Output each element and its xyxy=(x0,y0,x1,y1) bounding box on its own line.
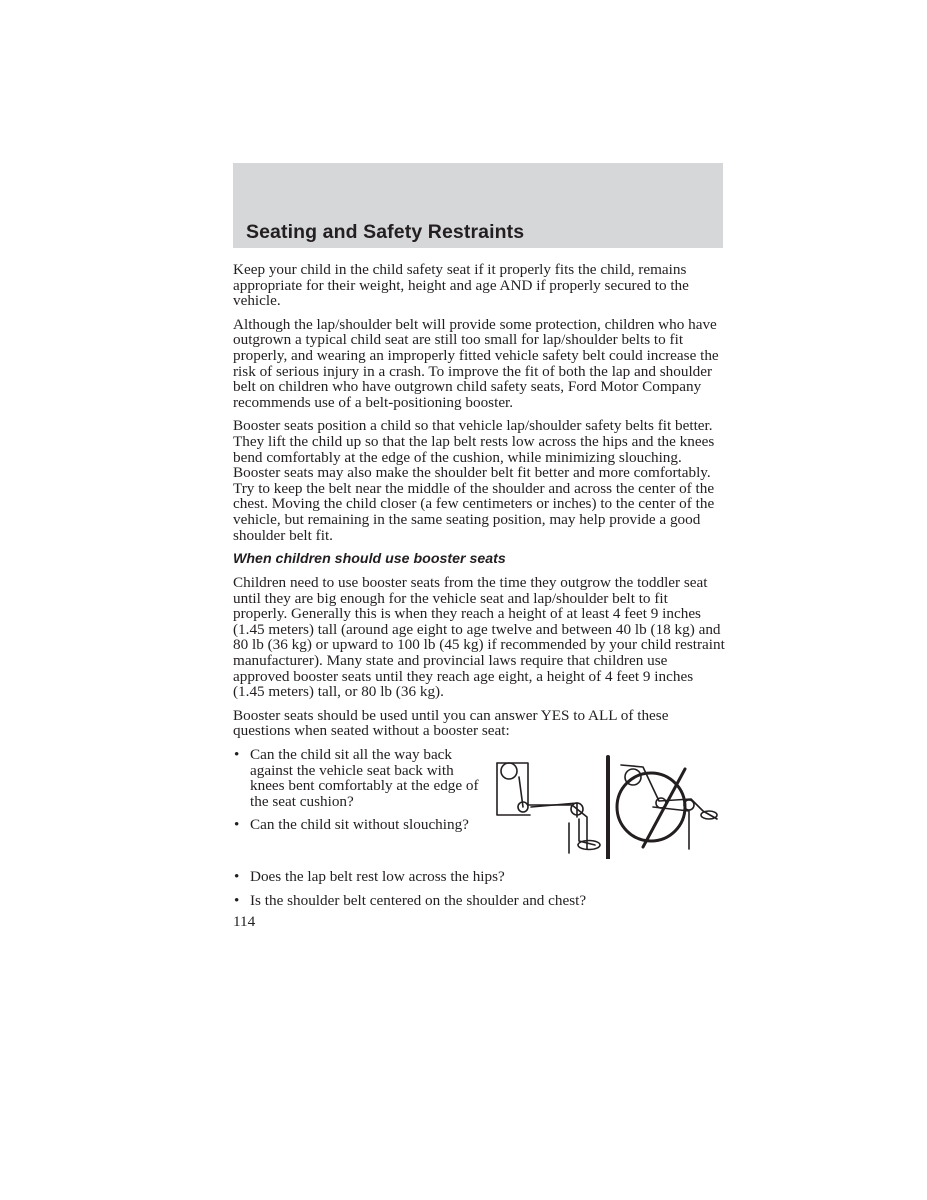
paragraph-booster-position: Booster seats position a child so that vehicle lap/shoulder safety belts fit better. They lift the child up so that the lap belt rests low across the hips and the knees bend comfortably at the edge of the cushion, while minimizing slouching. Booster seats may also make the shoulder belt fit better and more comfortably. Try to keep the belt near the middle of the shoulder and across the center of the chest. Moving the child closer (a few centimeters or inches) to the center of the vehicle, but remaining in the same seating position, may help provide a good shoulder belt fit. xyxy=(233,417,715,544)
question-text: Does the lap belt rest low across the hips? xyxy=(250,868,505,886)
question-text: Can the child sit all the way back against the vehicle seat back with knees bent comfortably at the edge of the seat cushion? xyxy=(250,746,479,810)
incorrect-seating-figure-icon xyxy=(617,765,717,849)
seating-posture-illustration xyxy=(493,749,725,859)
bullet-icon: • xyxy=(234,891,240,909)
list-item xyxy=(233,747,483,809)
bullet-icon: • xyxy=(234,868,240,886)
paragraph-child-seat-fit: Keep your child in the child safety seat if it properly fits the child, remains appropriate for their weight, height and age AND if properly secured to the vehicle. xyxy=(233,261,689,310)
question-list xyxy=(233,747,483,841)
booster-section-heading: When children should use booster seats xyxy=(233,551,506,568)
section-header-band xyxy=(233,163,723,248)
paragraph-booster-requirements: Children need to use booster seats from the time they outgrow the toddler seat until they are big enough for the vehicle seat and lap/shoulder belt to fit properly. Generally this is when they reach a height of at least 4 feet 9 inches (1.45 meters) tall (around age eight to age twelve and between 40 lb (18 kg) and 80 lb (36 kg) or upward to 100 lb (45 kg) if recommended by your child restraint manufacturer). Many state and provincial laws require that children use approved booster seats until they reach age eight, a height of 4 feet 9 inches (1.45 meters) tall, or 80 lb (36 kg). xyxy=(233,574,725,701)
question-and-illustration-row xyxy=(233,747,725,859)
correct-seating-figure-icon xyxy=(497,763,600,853)
page-number: 114 xyxy=(233,913,256,931)
additional-question-list xyxy=(233,869,725,908)
bullet-icon: • xyxy=(234,816,240,834)
page-title: Seating and Safety Restraints xyxy=(246,221,525,243)
list-item xyxy=(233,817,483,833)
question-text: Is the shoulder belt centered on the shoulder and chest? xyxy=(250,891,587,909)
question-text: Can the child sit without slouching? xyxy=(250,816,469,834)
paragraph-booster-questions-intro: Booster seats should be used until you can answer YES to ALL of these questions when seated without a booster seat: xyxy=(233,706,669,740)
page-content xyxy=(233,262,725,930)
paragraph-lap-shoulder-belt: Although the lap/shoulder belt will provide some protection, children who have outgrown a typical child seat are still too small for lap/shoulder belts to fit properly, and wearing an improperly fitted vehicle safety belt could increase the risk of serious injury in a crash. To improve the fit of both the lap and shoulder belt on children who have outgrown child safety seats, Ford Motor Company recommends use of a belt-positioning booster. xyxy=(233,315,719,411)
list-item xyxy=(233,869,725,885)
bullet-icon: • xyxy=(234,746,240,764)
list-item xyxy=(233,893,725,909)
